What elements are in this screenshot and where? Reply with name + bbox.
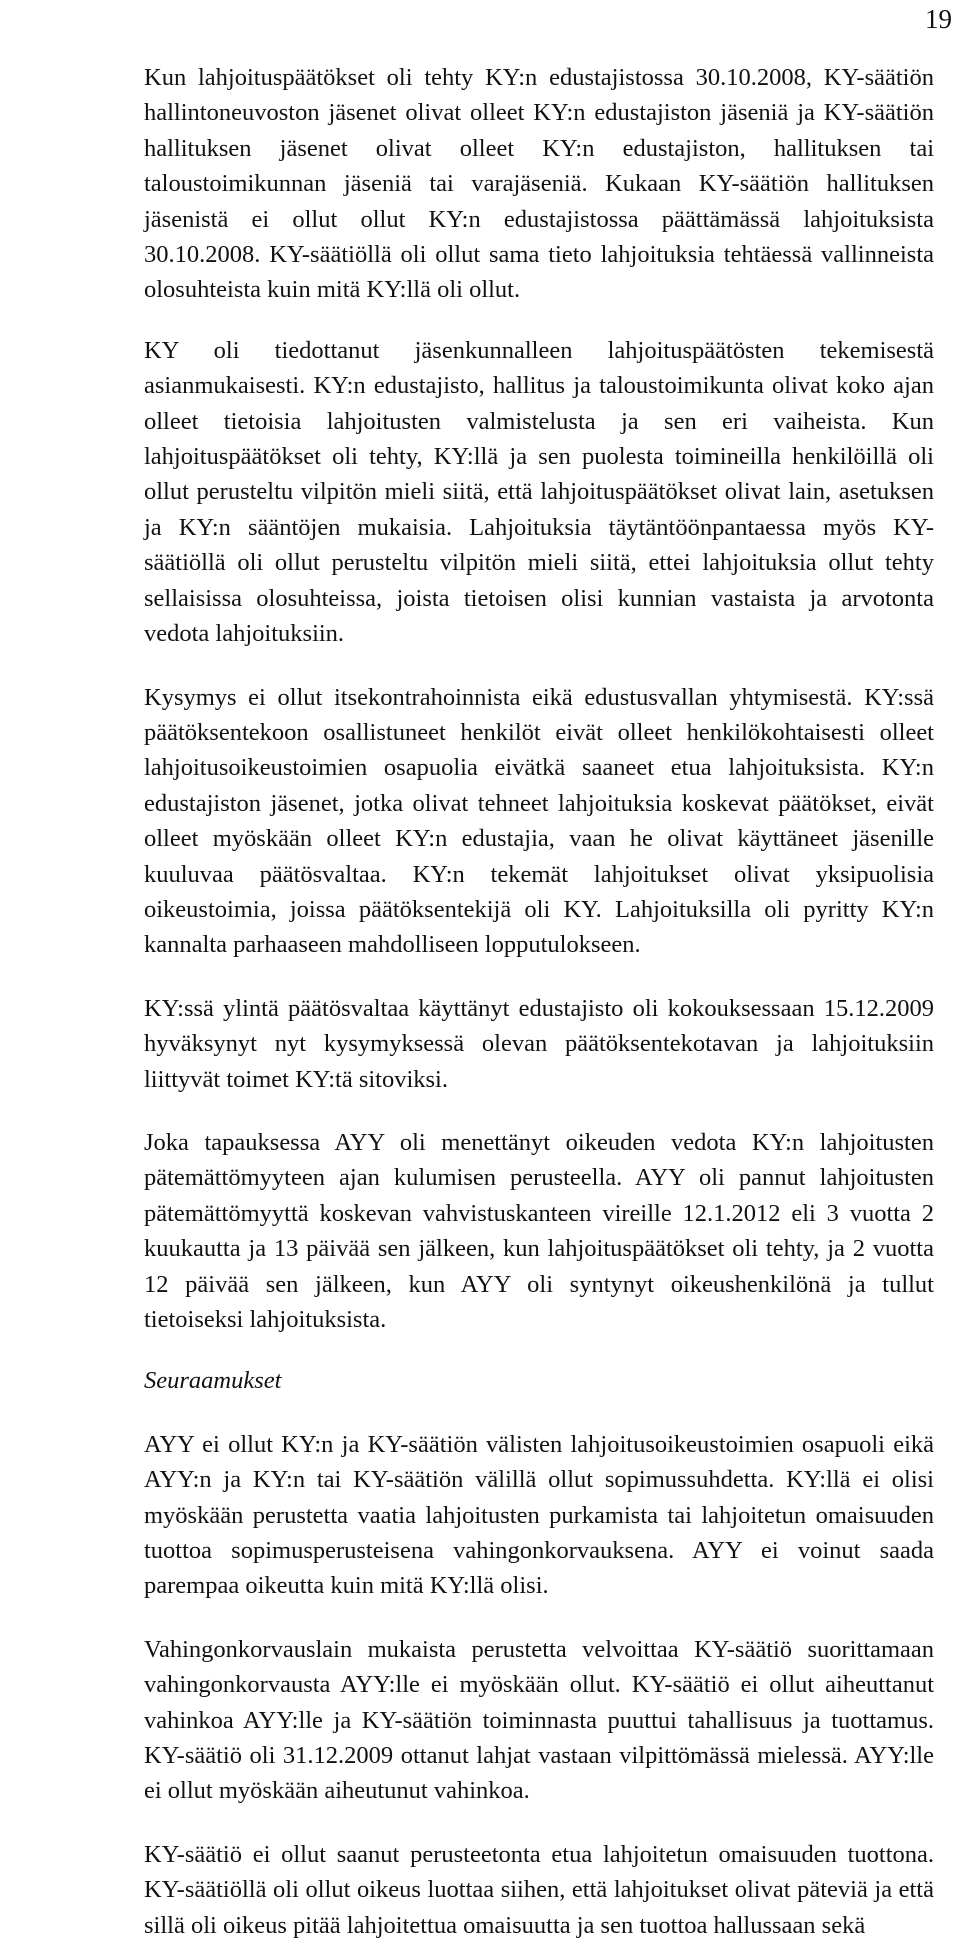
document-body	[144, 60, 934, 1943]
paragraph-5: Joka tapauksessa AYY oli menettänyt oikeuden vedota KY:n lahjoitusten pätemättömyyteen ajan kulumisen perusteella. AYY oli pannut lahjoitusten pätemättömyyttä koskevan vahvistuskanteen vireille 12.1.2012 eli 3 vuotta 2 kuukautta ja 13 päivää sen jälkeen, kun lahjoituspäätökset oli tehty, ja 2 vuotta 12 päivää sen jälkeen, kun AYY oli syntynyt oikeushenkilönä ja tullut tietoiseksi lahjoituksista.	[144, 1128, 934, 1333]
paragraph-8: KY-säätiö ei ollut saanut perusteetonta etua lahjoitetun omaisuuden tuottona. KY-säätiöllä oli ollut oikeus luottaa siihen, että lahjoitukset olivat päteviä ja että sillä oli oikeus pitää lahjoitettua omaisuutta ja sen tuottoa hallussaan sekä	[144, 1840, 934, 1939]
paragraph-4: KY:ssä ylintä päätösvaltaa käyttänyt edustajisto oli kokouksessaan 15.12.2009 hyväksynyt nyt kysymyksessä olevan päätöksentekotavan ja lahjoituksiin liittyvät toimet KY:tä sitoviksi.	[144, 994, 934, 1093]
page-number: 19	[925, 4, 952, 34]
paragraph-6: AYY ei ollut KY:n ja KY-säätiön välisten lahjoitusoikeustoimien osapuoli eikä AYY:n ja KY:n tai KY-säätiön välillä ollut sopimussuhdetta. KY:llä ei olisi myöskään perustetta vaatia lahjoitusten purkamista tai lahjoitetun omaisuuden tuottoa sopimusperusteisena vahingonkorvauksena. AYY ei voinut saada parempaa oikeutta kuin mitä KY:llä olisi.	[144, 1430, 934, 1600]
paragraph-3: Kysymys ei ollut itsekontrahoinnista eikä edustusvallan yhtymisestä. KY:ssä päätöksentekoon osallistuneet henkilöt eivät olleet henkilökohtaisesti olleet lahjoitusoikeustoimien osapuolia eivätkä saaneet etua lahjoituksista. KY:n edustajiston jäsenet, jotka olivat tehneet lahjoituksia koskevat päätökset, eivät olleet myöskään olleet KY:n edustajia, vaan he olivat käyttäneet jäsenille kuuluvaa päätösvaltaa. KY:n tekemät lahjoitukset olivat yksipuolisia oikeustoimia, joissa päätöksentekijä oli KY. Lahjoituksilla oli pyritty KY:n kannalta parhaaseen mahdolliseen lopputulokseen.	[144, 683, 934, 959]
paragraph-1: Kun lahjoituspäätökset oli tehty KY:n edustajistossa 30.10.2008, KY-säätiön hallintoneuvoston jäsenet olivat olleet KY:n edustajiston jäseniä ja KY-säätiön hallituksen jäsenet olivat olleet KY:n edustajiston, hallituksen tai taloustoimikunnan jäseniä tai varajäseniä. Kukaan KY-säätiön hallituksen jäsenistä ei ollut ollut KY:n edustajistossa päättämässä lahjoituksista 30.10.2008. KY-säätiöllä oli ollut sama tieto lahjoituksia tehtäessä vallinneista olosuhteista kuin mitä KY:llä oli ollut.	[144, 64, 934, 304]
paragraph-2: KY oli tiedottanut jäsenkunnalleen lahjoituspäätösten tekemisestä asianmukaisesti. KY:n edustajisto, hallitus ja taloustoimikunta olivat koko ajan olleet tietoisia lahjoitusten valmistelusta ja sen eri vaiheista. Kun lahjoituspäätökset oli tehty, KY:llä ja sen puolesta toimineilla henkilöillä oli ollut perusteltu vilpitön mieli siitä, että lahjoituspäätökset olivat lain, asetuksen ja KY:n sääntöjen mukaisia. Lahjoituksia täytäntöönpantaessa myös KY-säätiöllä oli ollut perusteltu vilpitön mieli siitä, ettei lahjoituksia ollut tehty sellaisissa olosuhteissa, joista tietoisen olisi kunnian vastaista ja arvotonta vedota lahjoituksiin.	[144, 336, 934, 648]
paragraph-7: Vahingonkorvauslain mukaista perustetta velvoittaa KY-säätiö suorittamaan vahingonkorvausta AYY:lle ei myöskään ollut. KY-säätiö ei ollut aiheuttanut vahinkoa AYY:lle ja KY-säätiön toiminnasta puuttui tahallisuus ja tuottamus. KY-säätiö oli 31.12.2009 ottanut lahjat vastaan vilpittömässä mielessä. AYY:lle ei ollut myöskään aiheutunut vahinkoa.	[144, 1635, 934, 1805]
section-heading-seuraamukset: Seuraamukset	[144, 1367, 282, 1395]
